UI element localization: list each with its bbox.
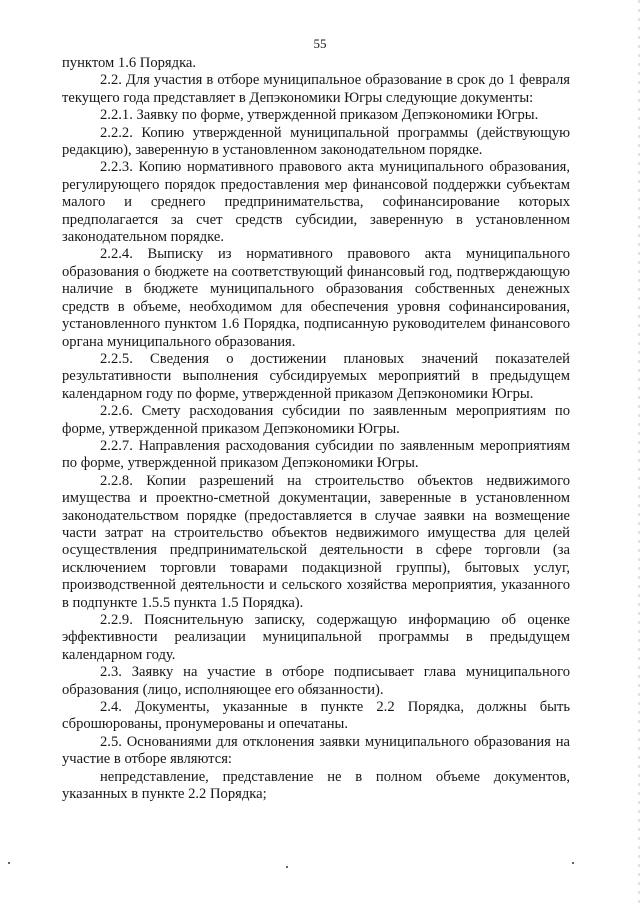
paragraph-2-2-6: 2.2.6. Смету расходования субсидии по заявленным мероприятиям по форме, утвержденной приказом Депэкономики Югры.	[62, 403, 570, 437]
paragraph-2-3: 2.3. Заявку на участие в отборе подписывает глава муниципального образования (лицо, исполняющее его обязанности).	[62, 664, 570, 698]
paragraph-2-2-8: 2.2.8. Копии разрешений на строительство объектов недвижимого имущества и проектно-сметной документации, заверенные в установленном законодательством порядке (предоставляется в случае заявки на возмещение части затрат на строительство объектов недвижимого имущества для целей осуществления предпринимательской деятельности в сфере торговли (за исключением торговли товарами подакцизной группы), бытовых услуг, производственной деятельности и сельского хозяйства мероприятия, указанного в подпункте 1.5.5 пункта 1.5 Порядка).	[62, 472, 570, 611]
paragraph-2-2: 2.2. Для участия в отборе муниципальное образование в срок до 1 февраля текущего года представляет в Депэкономики Югры следующие документы:	[62, 72, 570, 106]
paragraph-nonsubmission: непредставление, представление не в полном объеме документов, указанных в пункте 2.2 Порядка;	[62, 768, 570, 803]
paragraph-2-4: 2.4. Документы, указанные в пункте 2.2 Порядка, должны быть сброшюрованы, пронумерованы и опечатаны.	[62, 699, 570, 733]
page-number: 55	[313, 36, 327, 51]
paragraph-2-2-1: 2.2.1. Заявку по форме, утвержденной приказом Депэкономики Югры.	[100, 107, 539, 124]
scan-speck	[8, 862, 10, 864]
paragraph-2-2-5: 2.2.5. Сведения о достижении плановых значений показателей результативности выполнения субсидируемых мероприятий в предыдущем календарном году по форме, утвержденной приказом Депэкономики Югры.	[62, 350, 570, 402]
scan-speck	[572, 862, 574, 864]
paragraph-continuation: пунктом 1.6 Порядка.	[62, 55, 197, 71]
paragraph-2-2-7: 2.2.7. Направления расходования субсидии по заявленным мероприятиям по форме, утвержденной приказом Депэкономики Югры.	[62, 437, 570, 472]
paragraph-2-2-2: 2.2.2. Копию утвержденной муниципальной программы (действующую редакцию), заверенную в установленном законодательном порядке.	[62, 124, 570, 159]
paragraph-2-5: 2.5. Основаниями для отклонения заявки муниципального образования на участие в отборе являются:	[62, 733, 570, 768]
paragraph-2-2-3: 2.2.3. Копию нормативного правового акта муниципального образования, регулирующего порядок предоставления мер финансовой поддержки субъектам малого и среднего предпринимательства, софинансирование которых предполагается за счет средств субсидии, заверенную в установленном законодательном порядке.	[62, 159, 570, 246]
document-body	[62, 55, 570, 803]
scan-speck	[286, 866, 288, 868]
paragraph-2-2-4: 2.2.4. Выписку из нормативного правового акта муниципального образования о бюджете на соответствующий финансовый год, подтверждающую наличие в бюджете муниципального образования собственных денежных средств в объеме, необходимом для обеспечения уровня софинансирования, установленного пунктом 1.6 Порядка, подписанную руководителем финансового органа муниципального образования.	[62, 246, 570, 350]
paragraph-2-2-9: 2.2.9. Пояснительную записку, содержащую информацию об оценке эффективности реализации муниципальной программы в предыдущем календарном году.	[62, 612, 570, 663]
